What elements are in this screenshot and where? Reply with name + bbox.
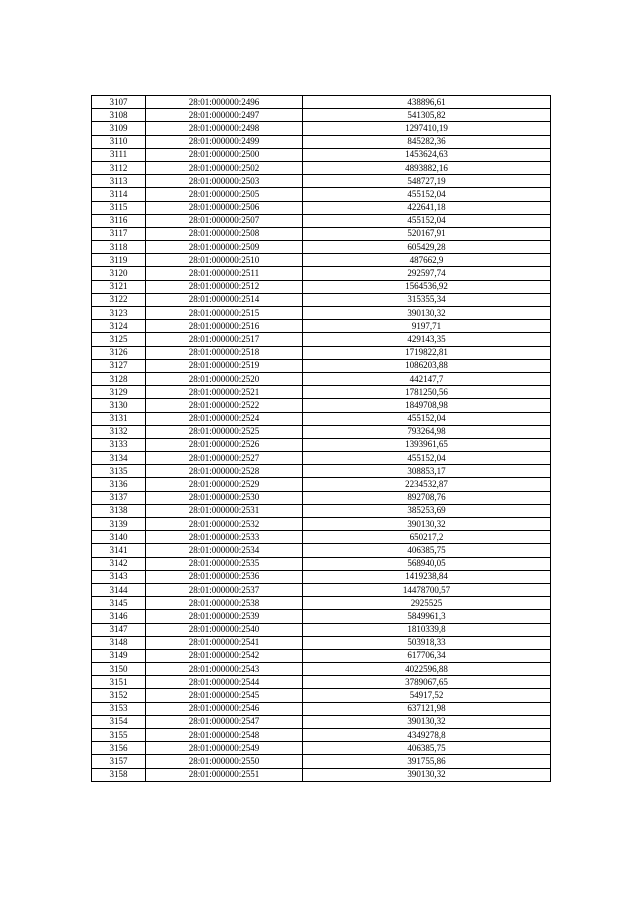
table-row (92, 504, 551, 517)
cadastral-value-cell: 487662,9 (303, 254, 551, 267)
cadastral-number-cell: 28:01:000000:2498 (146, 122, 303, 135)
row-number-cell: 3125 (92, 333, 146, 346)
table-row (92, 623, 551, 636)
cadastral-number-cell: 28:01:000000:2508 (146, 227, 303, 240)
row-number-cell: 3158 (92, 768, 146, 781)
table-row (92, 557, 551, 570)
table-row (92, 531, 551, 544)
table-row (92, 96, 551, 109)
cadastral-value-cell: 605429,28 (303, 241, 551, 254)
table-row (92, 518, 551, 531)
row-number-cell: 3142 (92, 557, 146, 570)
row-number-cell: 3150 (92, 663, 146, 676)
cadastral-number-cell: 28:01:000000:2511 (146, 267, 303, 280)
table-row (92, 372, 551, 385)
table-row (92, 280, 551, 293)
row-number-cell: 3136 (92, 478, 146, 491)
cadastral-number-cell: 28:01:000000:2532 (146, 518, 303, 531)
cadastral-number-cell: 28:01:000000:2547 (146, 715, 303, 728)
cadastral-value-cell: 503918,33 (303, 636, 551, 649)
table-row (92, 386, 551, 399)
cadastral-value-cell: 292597,74 (303, 267, 551, 280)
cadastral-value-cell: 568940,05 (303, 557, 551, 570)
cadastral-value-cell: 845282,36 (303, 135, 551, 148)
cadastral-number-cell: 28:01:000000:2537 (146, 583, 303, 596)
row-number-cell: 3113 (92, 175, 146, 188)
cadastral-value-cell: 455152,04 (303, 188, 551, 201)
row-number-cell: 3141 (92, 544, 146, 557)
cadastral-value-cell: 54917,52 (303, 689, 551, 702)
row-number-cell: 3129 (92, 386, 146, 399)
cadastral-value-cell: 406385,75 (303, 742, 551, 755)
cadastral-value-cell: 455152,04 (303, 214, 551, 227)
cadastral-value-cell: 455152,04 (303, 452, 551, 465)
cadastral-number-cell: 28:01:000000:2544 (146, 676, 303, 689)
cadastral-value-cell: 1297410,19 (303, 122, 551, 135)
cadastral-number-cell: 28:01:000000:2505 (146, 188, 303, 201)
table-row (92, 649, 551, 662)
table-row (92, 702, 551, 715)
table-row (92, 610, 551, 623)
cadastral-number-cell: 28:01:000000:2545 (146, 689, 303, 702)
table-row (92, 161, 551, 174)
cadastral-number-cell: 28:01:000000:2512 (146, 280, 303, 293)
cadastral-number-cell: 28:01:000000:2538 (146, 597, 303, 610)
row-number-cell: 3135 (92, 465, 146, 478)
table-row (92, 346, 551, 359)
table-row (92, 597, 551, 610)
row-number-cell: 3123 (92, 307, 146, 320)
cadastral-number-cell: 28:01:000000:2527 (146, 452, 303, 465)
cadastral-number-cell: 28:01:000000:2507 (146, 214, 303, 227)
row-number-cell: 3111 (92, 148, 146, 161)
row-number-cell: 3154 (92, 715, 146, 728)
row-number-cell: 3149 (92, 649, 146, 662)
cadastral-value-cell: 455152,04 (303, 412, 551, 425)
row-number-cell: 3121 (92, 280, 146, 293)
cadastral-value-cell: 617706,34 (303, 649, 551, 662)
cadastral-number-cell: 28:01:000000:2521 (146, 386, 303, 399)
cadastral-value-cell: 1393961,65 (303, 438, 551, 451)
row-number-cell: 3155 (92, 729, 146, 742)
cadastral-number-cell: 28:01:000000:2543 (146, 663, 303, 676)
cadastral-value-cell: 637121,98 (303, 702, 551, 715)
table-row (92, 254, 551, 267)
row-number-cell: 3128 (92, 372, 146, 385)
cadastral-value-cell: 1849708,98 (303, 399, 551, 412)
table-row (92, 689, 551, 702)
table-row (92, 399, 551, 412)
cadastral-value-cell: 1719822,81 (303, 346, 551, 359)
cadastral-number-cell: 28:01:000000:2539 (146, 610, 303, 623)
cadastral-value-cell: 2925525 (303, 597, 551, 610)
row-number-cell: 3143 (92, 570, 146, 583)
cadastral-number-cell: 28:01:000000:2534 (146, 544, 303, 557)
table-row (92, 175, 551, 188)
row-number-cell: 3118 (92, 241, 146, 254)
cadastral-number-cell: 28:01:000000:2540 (146, 623, 303, 636)
cadastral-value-cell: 1086203,88 (303, 359, 551, 372)
cadastral-number-cell: 28:01:000000:2500 (146, 148, 303, 161)
cadastral-value-cell: 391755,86 (303, 755, 551, 768)
table-row (92, 267, 551, 280)
cadastral-number-cell: 28:01:000000:2515 (146, 307, 303, 320)
table-row (92, 359, 551, 372)
cadastral-number-cell: 28:01:000000:2514 (146, 293, 303, 306)
table-row (92, 307, 551, 320)
cadastral-value-cell: 390130,32 (303, 715, 551, 728)
cadastral-number-cell: 28:01:000000:2535 (146, 557, 303, 570)
cadastral-number-cell: 28:01:000000:2506 (146, 201, 303, 214)
cadastral-number-cell: 28:01:000000:2530 (146, 491, 303, 504)
cadastral-value-cell: 650217,2 (303, 531, 551, 544)
cadastral-number-cell: 28:01:000000:2522 (146, 399, 303, 412)
cadastral-number-cell: 28:01:000000:2526 (146, 438, 303, 451)
cadastral-value-cell: 892708,76 (303, 491, 551, 504)
cadastral-number-cell: 28:01:000000:2550 (146, 755, 303, 768)
table-row (92, 583, 551, 596)
table-body (92, 96, 551, 782)
row-number-cell: 3138 (92, 504, 146, 517)
cadastral-number-cell: 28:01:000000:2525 (146, 425, 303, 438)
row-number-cell: 3124 (92, 320, 146, 333)
table-row (92, 663, 551, 676)
cadastral-number-cell: 28:01:000000:2519 (146, 359, 303, 372)
cadastral-number-cell: 28:01:000000:2549 (146, 742, 303, 755)
cadastral-number-cell: 28:01:000000:2546 (146, 702, 303, 715)
table-row (92, 491, 551, 504)
cadastral-value-cell: 422641,18 (303, 201, 551, 214)
row-number-cell: 3114 (92, 188, 146, 201)
row-number-cell: 3140 (92, 531, 146, 544)
row-number-cell: 3130 (92, 399, 146, 412)
cadastral-value-table (91, 95, 551, 782)
row-number-cell: 3151 (92, 676, 146, 689)
row-number-cell: 3119 (92, 254, 146, 267)
row-number-cell: 3110 (92, 135, 146, 148)
table-row (92, 676, 551, 689)
row-number-cell: 3112 (92, 161, 146, 174)
cadastral-value-cell: 315355,34 (303, 293, 551, 306)
cadastral-value-cell: 4022596,88 (303, 663, 551, 676)
row-number-cell: 3152 (92, 689, 146, 702)
cadastral-value-cell: 390130,32 (303, 768, 551, 781)
row-number-cell: 3139 (92, 518, 146, 531)
row-number-cell: 3122 (92, 293, 146, 306)
table-row (92, 109, 551, 122)
cadastral-value-cell: 14478700,57 (303, 583, 551, 596)
table-row (92, 201, 551, 214)
cadastral-number-cell: 28:01:000000:2497 (146, 109, 303, 122)
cadastral-value-cell: 429143,35 (303, 333, 551, 346)
row-number-cell: 3116 (92, 214, 146, 227)
cadastral-number-cell: 28:01:000000:2510 (146, 254, 303, 267)
row-number-cell: 3147 (92, 623, 146, 636)
cadastral-number-cell: 28:01:000000:2520 (146, 372, 303, 385)
cadastral-number-cell: 28:01:000000:2551 (146, 768, 303, 781)
table-row (92, 412, 551, 425)
table-row (92, 293, 551, 306)
row-number-cell: 3146 (92, 610, 146, 623)
row-number-cell: 3131 (92, 412, 146, 425)
row-number-cell: 3127 (92, 359, 146, 372)
table-row (92, 452, 551, 465)
cadastral-value-cell: 3789067,65 (303, 676, 551, 689)
cadastral-number-cell: 28:01:000000:2541 (146, 636, 303, 649)
cadastral-value-cell: 4893882,16 (303, 161, 551, 174)
row-number-cell: 3109 (92, 122, 146, 135)
row-number-cell: 3107 (92, 96, 146, 109)
cadastral-value-cell: 2234532,87 (303, 478, 551, 491)
table-row (92, 188, 551, 201)
row-number-cell: 3115 (92, 201, 146, 214)
cadastral-value-cell: 1564536,92 (303, 280, 551, 293)
cadastral-value-cell: 1810339,8 (303, 623, 551, 636)
row-number-cell: 3137 (92, 491, 146, 504)
table-row (92, 438, 551, 451)
row-number-cell: 3108 (92, 109, 146, 122)
table-row (92, 465, 551, 478)
row-number-cell: 3134 (92, 452, 146, 465)
row-number-cell: 3144 (92, 583, 146, 596)
row-number-cell: 3133 (92, 438, 146, 451)
table-row (92, 333, 551, 346)
cadastral-number-cell: 28:01:000000:2536 (146, 570, 303, 583)
cadastral-value-cell: 9197,71 (303, 320, 551, 333)
cadastral-number-cell: 28:01:000000:2542 (146, 649, 303, 662)
cadastral-value-cell: 1453624,63 (303, 148, 551, 161)
row-number-cell: 3120 (92, 267, 146, 280)
table-row (92, 122, 551, 135)
cadastral-value-cell: 438896,61 (303, 96, 551, 109)
cadastral-number-cell: 28:01:000000:2503 (146, 175, 303, 188)
table-row (92, 214, 551, 227)
table-row (92, 636, 551, 649)
cadastral-number-cell: 28:01:000000:2496 (146, 96, 303, 109)
cadastral-value-cell: 390130,32 (303, 307, 551, 320)
table-row (92, 425, 551, 438)
cadastral-number-cell: 28:01:000000:2524 (146, 412, 303, 425)
cadastral-value-cell: 1781250,56 (303, 386, 551, 399)
table-row (92, 227, 551, 240)
row-number-cell: 3126 (92, 346, 146, 359)
row-number-cell: 3156 (92, 742, 146, 755)
table-row (92, 241, 551, 254)
cadastral-value-cell: 308853,17 (303, 465, 551, 478)
cadastral-number-cell: 28:01:000000:2531 (146, 504, 303, 517)
table-row (92, 715, 551, 728)
cadastral-number-cell: 28:01:000000:2499 (146, 135, 303, 148)
row-number-cell: 3153 (92, 702, 146, 715)
cadastral-value-cell: 442147,7 (303, 372, 551, 385)
cadastral-value-cell: 520167,91 (303, 227, 551, 240)
cadastral-value-cell: 385253,69 (303, 504, 551, 517)
cadastral-value-cell: 406385,75 (303, 544, 551, 557)
cadastral-value-cell: 4349278,8 (303, 729, 551, 742)
cadastral-number-cell: 28:01:000000:2548 (146, 729, 303, 742)
table-row (92, 768, 551, 781)
cadastral-number-cell: 28:01:000000:2518 (146, 346, 303, 359)
table-row (92, 570, 551, 583)
cadastral-number-cell: 28:01:000000:2533 (146, 531, 303, 544)
cadastral-value-cell: 390130,32 (303, 518, 551, 531)
table-row (92, 320, 551, 333)
cadastral-number-cell: 28:01:000000:2517 (146, 333, 303, 346)
table-row (92, 135, 551, 148)
table-row (92, 742, 551, 755)
cadastral-value-cell: 548727,19 (303, 175, 551, 188)
cadastral-value-cell: 793264,98 (303, 425, 551, 438)
row-number-cell: 3132 (92, 425, 146, 438)
cadastral-value-cell: 5849961,3 (303, 610, 551, 623)
cadastral-number-cell: 28:01:000000:2502 (146, 161, 303, 174)
cadastral-value-cell: 541305,82 (303, 109, 551, 122)
row-number-cell: 3145 (92, 597, 146, 610)
table-row (92, 755, 551, 768)
cadastral-number-cell: 28:01:000000:2529 (146, 478, 303, 491)
cadastral-number-cell: 28:01:000000:2528 (146, 465, 303, 478)
table-row (92, 729, 551, 742)
table-row (92, 478, 551, 491)
row-number-cell: 3148 (92, 636, 146, 649)
cadastral-value-cell: 1419238,84 (303, 570, 551, 583)
row-number-cell: 3157 (92, 755, 146, 768)
table-row (92, 544, 551, 557)
row-number-cell: 3117 (92, 227, 146, 240)
cadastral-number-cell: 28:01:000000:2516 (146, 320, 303, 333)
cadastral-number-cell: 28:01:000000:2509 (146, 241, 303, 254)
table-row (92, 148, 551, 161)
